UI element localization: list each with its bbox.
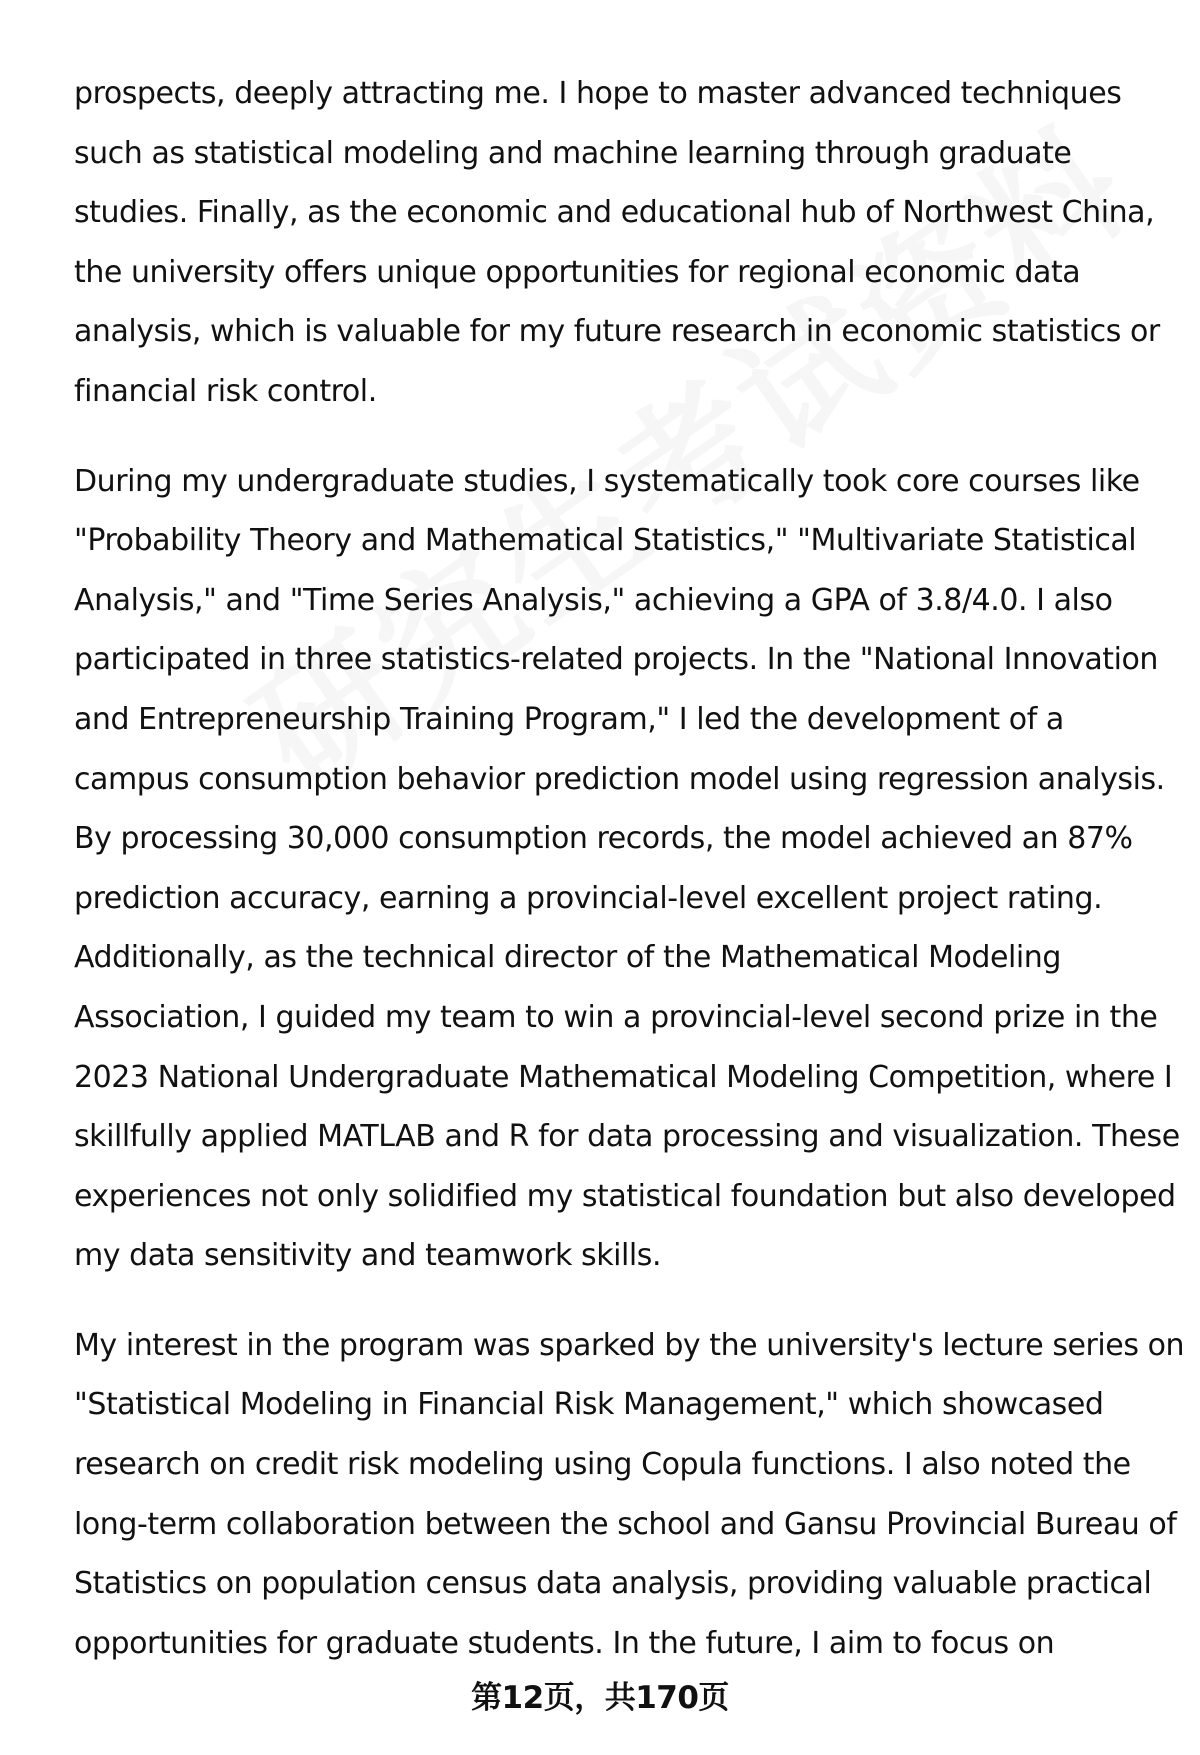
- text-line: During my undergraduate studies, I systematically took core courses like: [74, 463, 1140, 499]
- text-line: participated in three statistics-related projects. In the "National Innovation: [74, 642, 1158, 678]
- paragraph-3: [74, 1316, 1185, 1674]
- text-line: long-term collaboration between the school and Gansu Provincial Bureau of: [74, 1506, 1177, 1542]
- text-line: research on credit risk modeling using Copula functions. I also noted the: [74, 1447, 1131, 1483]
- text-line: Analysis," and "Time Series Analysis," achieving a GPA of 3.8/4.0. I also: [74, 582, 1113, 618]
- page-number-footer: 第12页，共170页: [471, 1680, 729, 1716]
- text-line: "Probability Theory and Mathematical Statistics," "Multivariate Statistical: [74, 523, 1137, 559]
- document-body: [74, 64, 1185, 1703]
- text-line: skillfully applied MATLAB and R for data processing and visualization. These: [74, 1119, 1180, 1155]
- text-line: "Statistical Modeling in Financial Risk Management," which showcased: [74, 1387, 1104, 1423]
- text-line: 2023 National Undergraduate Mathematical Modeling Competition, where I: [74, 1059, 1173, 1095]
- text-line: the university offers unique opportunities for regional economic data: [74, 254, 1081, 290]
- text-line: studies. Finally, as the economic and educational hub of Northwest China,: [74, 195, 1155, 231]
- text-line: such as statistical modeling and machine learning through graduate: [74, 135, 1072, 171]
- text-line: analysis, which is valuable for my future research in economic statistics or: [74, 314, 1160, 350]
- text-line: financial risk control.: [74, 373, 377, 409]
- paragraph-2: [74, 452, 1180, 1286]
- text-line: By processing 30,000 consumption records, the model achieved an 87%: [74, 821, 1133, 857]
- text-line: opportunities for graduate students. In the future, I aim to focus on: [74, 1625, 1055, 1661]
- text-line: Statistics on population census data analysis, providing valuable practical: [74, 1566, 1152, 1602]
- text-line: prediction accuracy, earning a provincial-level excellent project rating.: [74, 880, 1103, 916]
- text-line: experiences not only solidified my statistical foundation but also developed: [74, 1178, 1176, 1214]
- text-line: My interest in the program was sparked by the university's lecture series on: [74, 1327, 1185, 1363]
- text-line: and Entrepreneurship Training Program," I led the development of a: [74, 701, 1064, 737]
- text-line: prospects, deeply attracting me. I hope to master advanced techniques: [74, 76, 1122, 111]
- text-line: campus consumption behavior prediction model using regression analysis.: [74, 761, 1165, 797]
- paragraph-1: [74, 64, 1160, 422]
- text-line: my data sensitivity and teamwork skills.: [74, 1238, 662, 1274]
- text-line: Association, I guided my team to win a provincial-level second prize in the: [74, 999, 1158, 1035]
- text-line: Additionally, as the technical director of the Mathematical Modeling: [74, 940, 1061, 976]
